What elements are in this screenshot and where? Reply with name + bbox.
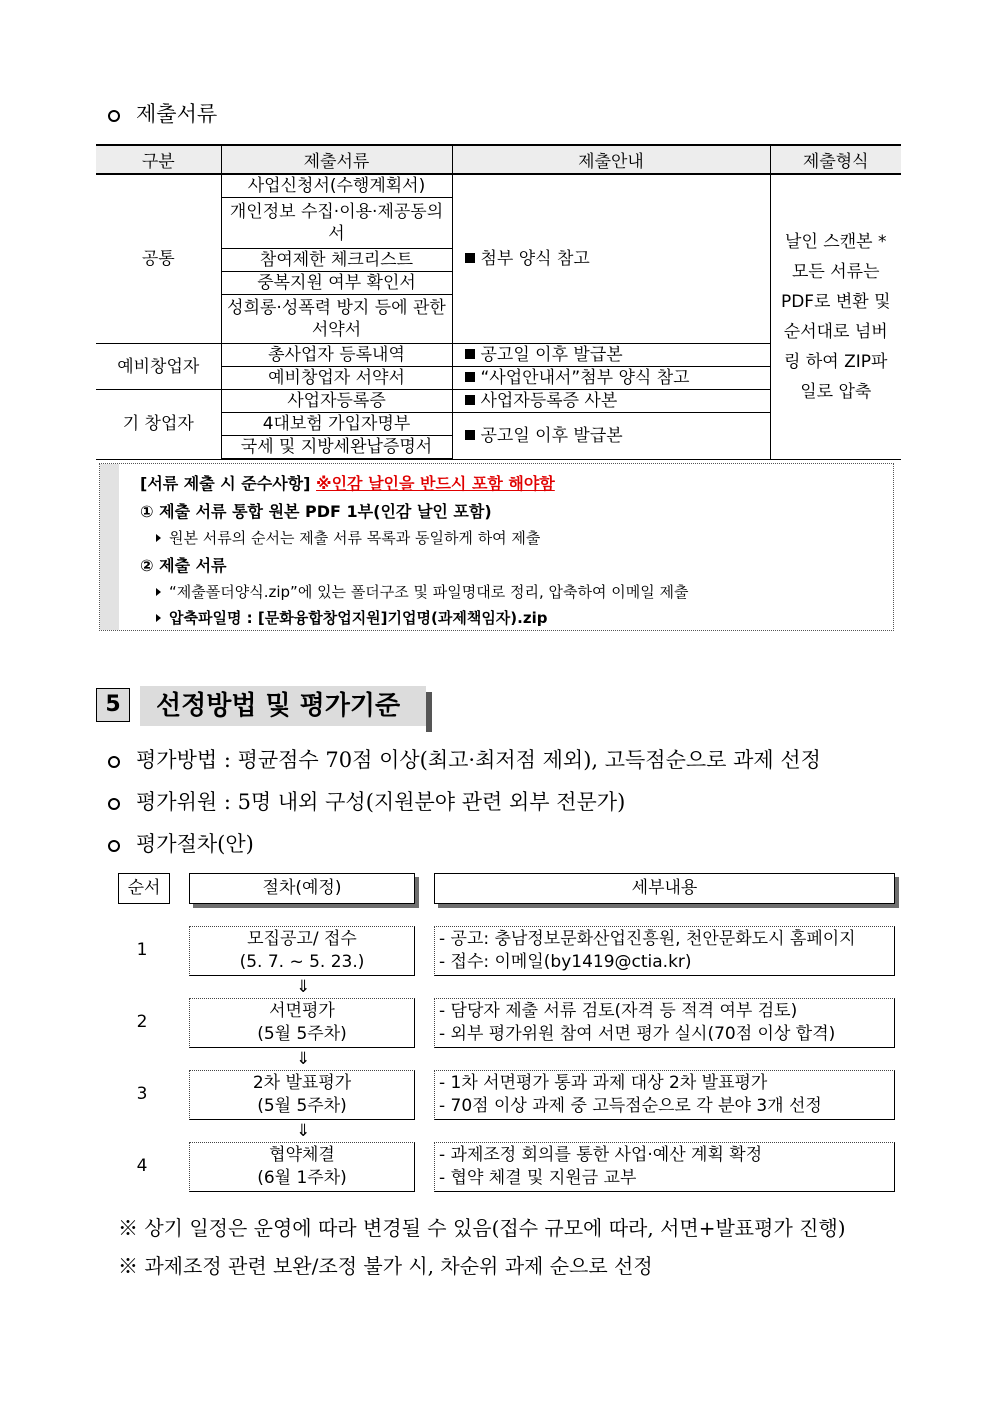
section-number: 5 [96,688,130,722]
step-detail-line: - 협약 체결 및 지원금 교부 [439,1168,637,1188]
step-title: 모집공고/ 접수 [247,929,357,949]
evaluation-committee-line [108,786,625,816]
step-title: 서면평가 [269,1001,335,1021]
format-cell: 날인 스캔본 *모든 서류는 PDF로 변환 및 순서대로 넘버링 하여 ZIP파일로 압축 [770,174,901,459]
step-date: (5월 5주차) [257,1024,347,1044]
step-detail-box [434,1070,895,1120]
notice-item-1-sub-text: 원본 서류의 순서는 제출 서류 목록과 동일하게 하여 제출 [169,529,541,547]
step-title: 2차 발표평가 [252,1073,352,1093]
step-detail-line: - 접수: 이메일(by1419@ctia.kr) [439,952,692,972]
notice-warning-text: ※인감 날인을 반드시 포함 해야함 [316,474,555,493]
step-detail-box [434,1142,895,1192]
category-common: 공통 [96,174,221,344]
down-arrow-icon: ⇓ [296,977,311,997]
category-existing-founder: 기 창업자 [96,390,221,460]
guide-cell [452,344,770,367]
step-title: 협약체결 [269,1145,335,1165]
step-detail-line: - 공고: 충남정보문화산업진흥원, 천안문화도시 홈페이지 [439,929,856,949]
submission-heading [108,98,217,128]
circle-bullet-icon [108,756,120,768]
header-documents: 제출서류 [221,145,452,174]
submission-notice-box [99,463,894,631]
guide-text: 사업자등록증 사본 [480,391,618,411]
triangle-bullet-icon [156,588,161,596]
section-title: 선정방법 및 평가기준 [140,686,426,726]
table-header-row [96,145,901,174]
notice-item-2-sub-2 [156,607,547,628]
triangle-bullet-icon [156,614,161,622]
step-detail-line: - 70점 이상 과제 중 고득점순으로 각 분야 3개 선정 [439,1096,822,1116]
process-header-step: 절차(예정) [189,873,415,904]
down-arrow-icon: ⇓ [296,1049,311,1069]
doc-cell: 총사업자 등록내역 [221,344,452,367]
notice-title [140,471,555,494]
guide-cell [452,390,770,413]
submission-heading-text: 제출서류 [136,102,218,126]
square-bullet-icon [465,253,475,263]
doc-cell: 사업자등록증 [221,390,452,413]
table-row [96,174,901,198]
notice-side-bar [100,464,119,630]
step-number: 3 [136,1084,148,1104]
doc-cell: 사업신청서(수행계획서) [221,174,452,198]
notice-item-2-sub-1 [156,581,689,602]
down-arrow-icon: ⇓ [296,1121,311,1141]
square-bullet-icon [465,395,475,405]
circle-bullet-icon [108,798,120,810]
square-bullet-icon [465,372,475,382]
step-detail-line: - 외부 평가위원 참여 서면 평가 실시(70점 이상 합격) [439,1024,836,1044]
step-detail-line: - 담당자 제출 서류 검토(자격 등 적격 여부 검토) [439,1001,798,1021]
schedule-note: ※ 상기 일정은 운영에 따라 변경될 수 있음(접수 규모에 따라, 서면+발표평가 진행) [118,1216,846,1240]
step-number: 1 [136,940,148,960]
doc-cell: 4대보험 가입자명부 [221,413,452,436]
notice-item-2: ② 제출 서류 [140,556,227,575]
adjustment-note: ※ 과제조정 관련 보완/조정 불가 시, 차순위 과제 순으로 선정 [118,1254,653,1278]
circle-bullet-icon [108,110,120,122]
step-box [189,926,415,976]
notice-item-1: ① 제출 서류 통합 원본 PDF 1부(인감 날인 포함) [140,502,492,521]
notice-item-2-sub-1-text: “제출폴더양식.zip”에 있는 폴더구조 및 파일명대로 정리, 압축하여 이메일 제출 [169,583,689,601]
notice-item-1-sub [156,527,540,548]
guide-cell [452,174,770,344]
submission-table [96,144,901,460]
step-box [189,1142,415,1192]
doc-cell: 성희롱·성폭력 방지 등에 관한 서약서 [221,295,452,344]
guide-text: 공고일 이후 발급본 [480,425,623,446]
guide-cell [452,413,770,460]
evaluation-process-text: 평가절차(안) [136,832,254,856]
step-number: 4 [136,1156,148,1176]
doc-cell: 중복지원 여부 확인서 [221,272,452,295]
step-detail-line: - 과제조정 회의를 통한 사업·예산 계획 확정 [439,1145,763,1165]
doc-cell: 참여제한 체크리스트 [221,249,452,272]
doc-cell: 개인정보 수집·이용·제공동의서 [221,198,452,249]
step-detail-line: - 1차 서면평가 통과 과제 대상 2차 발표평가 [439,1073,768,1093]
header-format: 제출형식 [770,145,901,174]
header-category: 구분 [96,145,221,174]
process-header-order: 순서 [118,873,170,904]
process-header-detail: 세부내용 [434,873,895,904]
step-box [189,1070,415,1120]
step-box [189,998,415,1048]
evaluation-method-line [108,744,821,774]
step-date: (6월 1주차) [257,1168,347,1188]
circle-bullet-icon [108,840,120,852]
guide-text: 첨부 양식 참고 [480,249,590,269]
evaluation-committee-text: 평가위원 : 5명 내외 구성(지원분야 관련 외부 전문가) [136,790,626,814]
step-number: 2 [136,1012,148,1032]
triangle-bullet-icon [156,534,161,542]
category-pre-founder: 예비창업자 [96,344,221,390]
step-date: (5. 7. ~ 5. 23.) [239,952,365,972]
guide-cell [452,367,770,390]
evaluation-process-line [108,828,254,858]
guide-text: “사업안내서”첨부 양식 참고 [480,368,690,388]
square-bullet-icon [465,349,475,359]
evaluation-method-text: 평가방법 : 평균점수 70점 이상(최고·최저점 제외), 고득점순으로 과제 선정 [136,748,821,772]
square-bullet-icon [465,430,475,440]
notice-item-2-sub-2-text: 압축파일명 : [문화융합창업지원]기업명(과제책임자).zip [169,609,548,627]
step-date: (5월 5주차) [257,1096,347,1116]
doc-cell: 예비창업자 서약서 [221,367,452,390]
doc-cell: 국세 및 지방세완납증명서 [221,436,452,460]
notice-title-text: [서류 제출 시 준수사항] [140,474,311,493]
step-detail-box [434,926,895,976]
guide-text: 공고일 이후 발급본 [480,345,623,365]
step-detail-box [434,998,895,1048]
header-guide: 제출안내 [452,145,770,174]
